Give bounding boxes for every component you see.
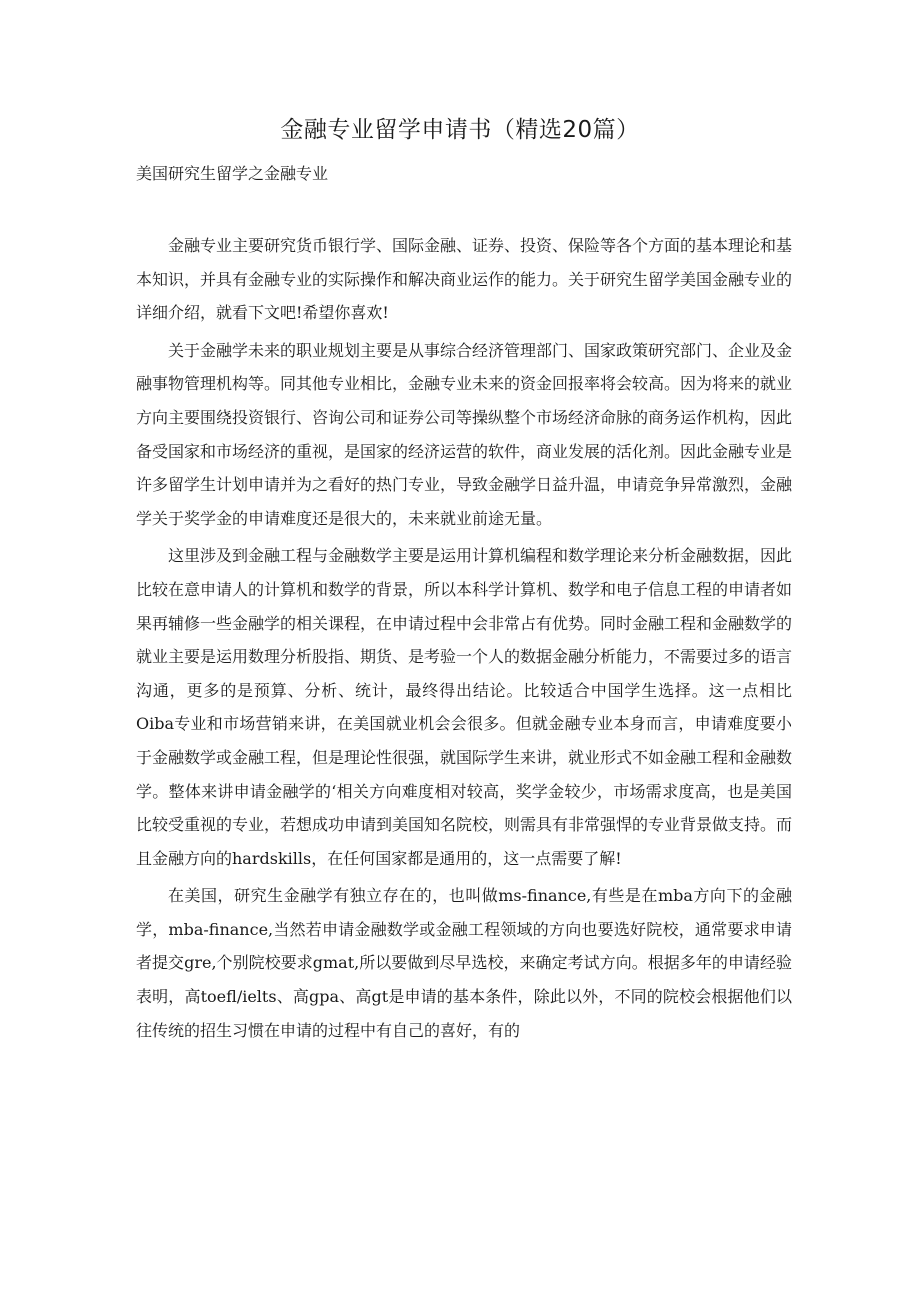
paragraph-2: 关于金融学未来的职业规划主要是从事综合经济管理部门、国家政策研究部门、企业及金融事物管理机构等。同其他专业相比，金融专业未来的资金回报率将会较高。因为将来的就业方向主要围绕投资银行、咨询公司和证券公司等操纵整个市场经济命脉的商务运作机构，因此备受国家和市场经济的重视，是国家的经济运营的软件，商业发展的活化剂。因此金融专业是许多留学生计划申请并为之看好的热门专业，导致金融学日益升温，申请竞争异常激烈，金融学关于奖学金的申请难度还是很大的，未来就业前途无量。: [136, 340, 793, 528]
document-subtitle: 美国研究生留学之金融专业: [136, 164, 329, 183]
paragraph-3: 这里涉及到金融工程与金融数学主要是运用计算机编程和数学理论来分析金融数据，因此比较在意申请人的计算机和数学的背景，所以本科学计算机、数学和电子信息工程的申请者如果再辅修一些金融学的相关课程，在申请过程中会非常占有优势。同时金融工程和金融数学的就业主要是运用数理分析股指、期货、是考验一个人的数据金融分析能力，不需要过多的语言沟通，更多的是预算、分析、统计，最终得出结论。比较适合中国学生选择。这一点相比Oiba专业和市场营销来讲，在美国就业机会会很多。但就金融专业本身而言，申请难度要小于金融数学或金融工程，但是理论性很强，就国际学生来讲，就业形式不如金融工程和金融数学。整体来讲申请金融学的‘相关方向难度相对较高，奖学金较少，市场需求度高，也是美国比较受重视的专业，若想成功申请到美国知名院校，则需具有非常强悍的专业背景做支持。而且金融方向的hardskills，在任何国家都是通用的，这一点需要了解!: [136, 546, 793, 868]
paragraph-4: 在美国，研究生金融学有独立存在的，也叫做ms-finance,有些是在mba方向下的金融学，mba-finance,当然若申请金融数学或金融工程领域的方向也要选好院校，通常要求申请者提交gre,个别院校要求gmat,所以要做到尽早选校，来确定考试方向。根据多年的申请经验表明，高toefl/ielts、高gpa、高gt是申请的基本条件，除此以外，不同的院校会根据他们以往传统的招生习惯在申请的过程中有自己的喜好，有的: [136, 886, 792, 1040]
paragraph-1: 金融专业主要研究货币银行学、国际金融、证券、投资、保险等各个方面的基本理论和基本知识，并具有金融专业的实际操作和解决商业运作的能力。关于研究生留学美国金融专业的详细介绍，就看下文吧!希望你喜欢!: [136, 236, 793, 323]
document-body: [136, 229, 792, 1051]
document-title: 金融专业留学申请书（精选20篇）: [280, 117, 640, 143]
